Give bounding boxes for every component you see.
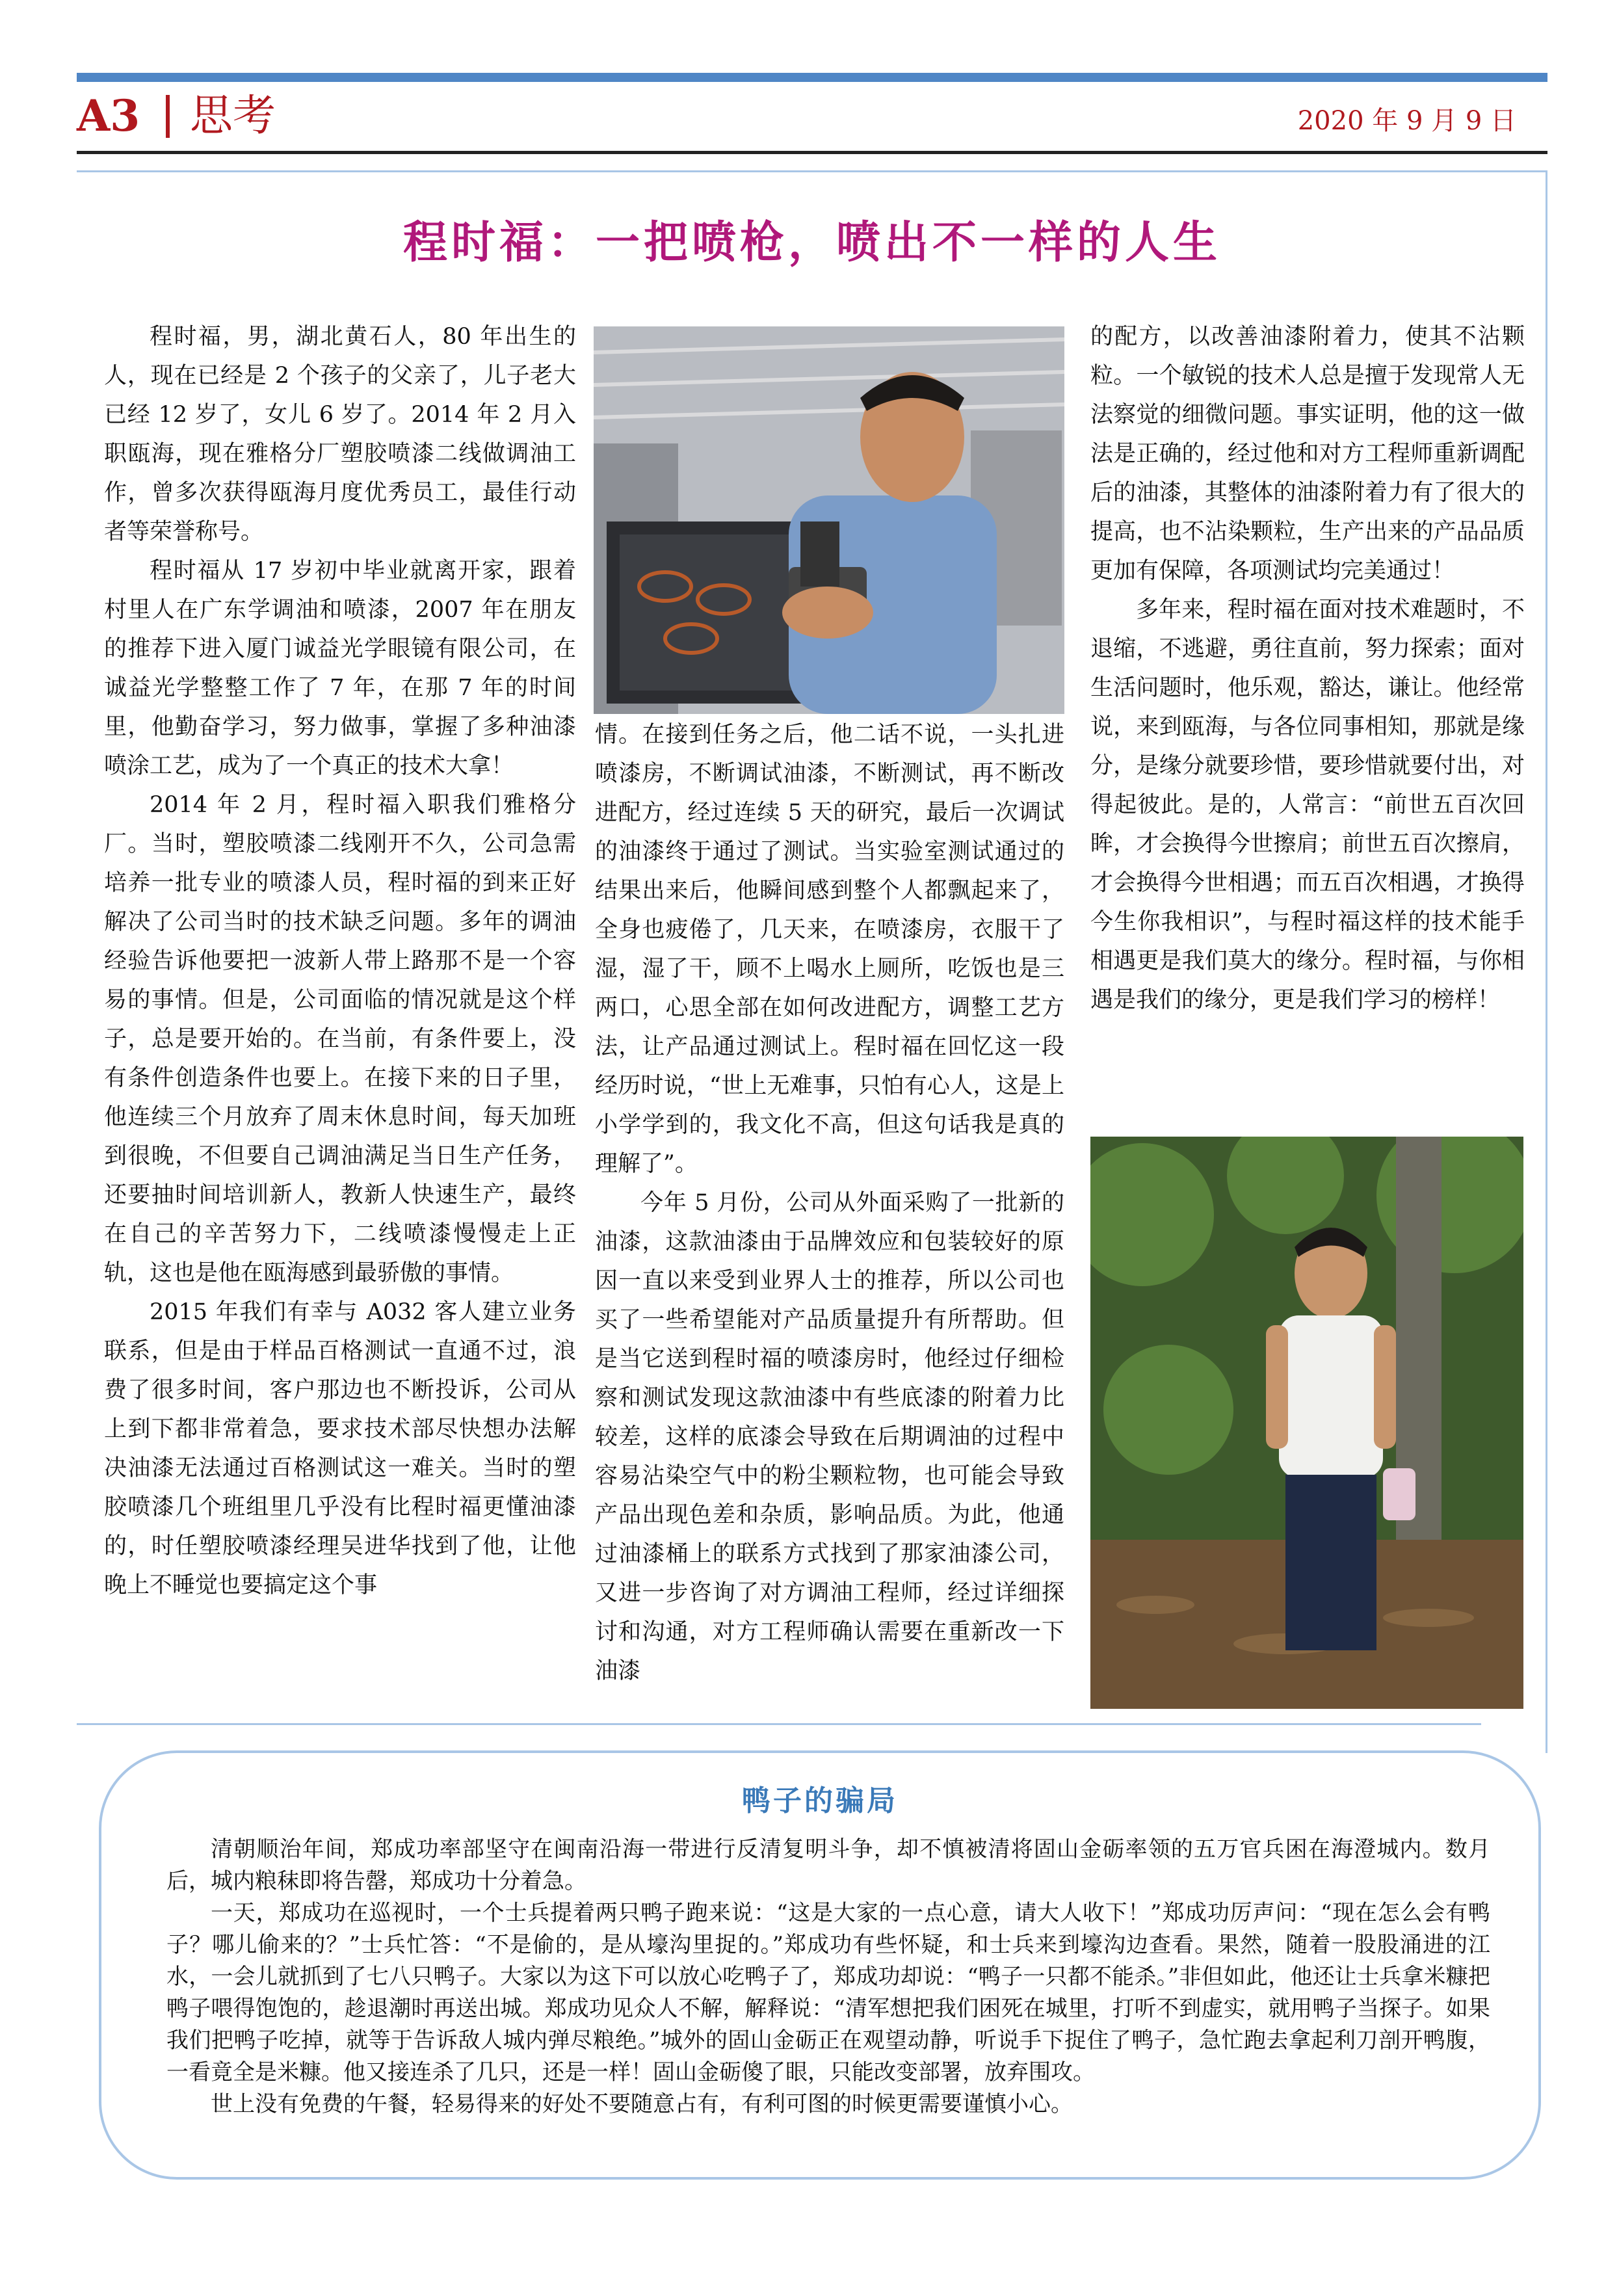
paragraph: 一天，郑成功在巡视时，一个士兵提着两只鸭子跑来说：“这是大家的一点心意，请大人收下！”郑成功厉声问：“现在怎么会有鸭子？哪儿偷来的？”士兵忙答：“不是偷的，是从壕沟里捉的。”郑成功有些怀疑，和士兵来到壕沟边查看。果然，随着一股股涌进的江水，一会儿就抓到了七八只鸭子。大家以为这下可以放心吃鸭子了，郑成功却说：“鸭子一只都不能杀。”非但如此，他还让士兵拿米糠把鸭子喂得饱饱的，趁退潮时再送出城。郑成功见众人不解，解释说：“清军想把我们困死在城里，打听不到虚实，就用鸭子当探子。如果我们把鸭子吃掉，就等于告诉敌人城内弹尽粮绝。”城外的固山金砺正在观望动静，听说手下捉住了鸭子，急忙跑去拿起利刀剖开鸭腹，一看竟全是米糠。他又接连杀了几只，还是一样！固山金砺傻了眼，只能改变部署，放弃围攻。 xyxy=(166,1900,1490,2085)
photo-portrait-forest xyxy=(1090,1137,1523,1709)
paragraph: 2014 年 2 月，程时福入职我们雅格分厂。当时，塑胶喷漆二线刚开不久，公司急需培养一批专业的喷漆人员，程时福的到来正好解决了公司当时的技术缺乏问题。多年的调油经验告诉他要把一波新人带上路那不是一个容易的事情。但是，公司面临的情况就是这个样子，总是要开始的。在当前，有条件要上，没有条件创造条件也要上。在接下来的日子里，他连续三个月放弃了周末休息时间，每天加班到很晚，不但要自己调油满足当日生产任务，还要抽时间培训新人，教新人快速生产，最终在自己的辛苦努力下，二线喷漆慢慢走上正轨，这也是他在瓯海感到最骄傲的事情。 xyxy=(104,792,576,1286)
paragraph: 2015 年我们有幸与 A032 客人建立业务联系，但是由于样品百格测试一直通不过，浪费了很多时间，客户那边也不断投诉，公司从上到下都非常着急，要求技术部尽快想办法解决油漆无法通过百格测试这一难关。当时的塑胶喷漆几个班组里几乎没有比程时福更懂油漆的，时任塑胶喷漆经理吴进华找到了他，让他晚上不睡觉也要搞定这个事 xyxy=(104,1299,576,1598)
article-column-2 xyxy=(595,715,1064,1730)
paragraph: 世上没有免费的午餐，轻易得来的好处不要随意占有，有利可图的时候更需要谨慎小心。 xyxy=(211,2091,1073,2117)
masthead-separator xyxy=(166,95,170,138)
story-title: 鸭子的骗局 xyxy=(742,1784,898,1817)
paragraph: 今年 5 月份，公司从外面采购了一批新的油漆，这款油漆由于品牌效应和包装较好的原因一直以来受到业界人士的推荐，所以公司也买了一些希望能对产品质量提升有所帮助。但是当它送到程时福的喷漆房时，他经过仔细检察和测试发现这款油漆中有些底漆的附着力比较差，这样的底漆会导致在后期调油的过程中容易沾染空气中的粉尘颗粒物，也可能会导致产品出现色差和杂质，影响品质。为此，他通过油漆桶上的联系方式找到了那家油漆公司，又进一步咨询了对方调油工程师，经过详细探讨和沟通，对方工程师确认需要在重新改一下油漆 xyxy=(595,1190,1064,1684)
photo-illustration xyxy=(594,326,1064,714)
paragraph: 的配方，以改善油漆附着力，使其不沾颗粒。一个敏锐的技术人总是擅于发现常人无法察觉的细微问题。事实证明，他的这一做法是正确的，经过他和对方工程师重新调配后的油漆，其整体的油漆附着力有了很大的提高，也不沾染颗粒，生产出来的产品品质更加有保障，各项测试均完美通过！ xyxy=(1090,324,1525,584)
article-frame-bottom xyxy=(77,1723,1481,1725)
top-color-bar xyxy=(77,73,1547,82)
paragraph: 程时福从 17 岁初中毕业就离开家，跟着村里人在广东学调油和喷漆，2007 年在朋友的推荐下进入厦门诚益光学眼镜有限公司，在诚益光学整整工作了 7 年，在那 7 年的时间里，他勤奋学习，努力做事，掌握了多种油漆喷涂工艺，成为了一个真正的技术大拿！ xyxy=(104,558,576,779)
story-body xyxy=(166,1834,1490,2120)
paragraph: 清朝顺治年间，郑成功率部坚守在闽南沿海一带进行反清复明斗争，却不慎被清将固山金砺率领的五万官兵困在海澄城内。数月后，城内粮秣即将告罄，郑成功十分着急。 xyxy=(166,1836,1490,1894)
paragraph: 程时福，男，湖北黄石人，80 年出生的人，现在已经是 2 个孩子的父亲了，儿子老大已经 12 岁了，女儿 6 岁了。2014 年 2 月入职瓯海，现在雅格分厂塑胶喷漆二线做调油工作，曾多次获得瓯海月度优秀员工，最佳行动者等荣誉称号。 xyxy=(104,324,576,545)
paragraph: 情。在接到任务之后，他二话不说，一头扎进喷漆房，不断调试油漆，不断测试，再不断改进配方，经过连续 5 天的研究，最后一次调试的油漆终于通过了测试。当实验室测试通过的结果出来后，他瞬间感到整个人都飘起来了，全身也疲倦了，几天来，在喷漆房，衣服干了湿，湿了干，顾不上喝水上厕所，吃饭也是三两口，心思全部在如何改进配方，调整工艺方法，让产品通过测试上。程时福在回忆这一段经历时说，“世上无难事，只怕有心人，这是上小学学到的，我文化不高，但这句话我是真的理解了”。 xyxy=(595,722,1064,1177)
photo-worker-spray-gun xyxy=(594,326,1064,714)
section-title: 思考 xyxy=(190,90,276,140)
issue-date: 2020 年 9 月 9 日 xyxy=(1297,106,1516,136)
page-number: A3 xyxy=(77,90,140,141)
article-column-3 xyxy=(1090,317,1525,1150)
header-rule xyxy=(77,151,1547,154)
article-title: 程时福：一把喷枪，喷出不一样的人生 xyxy=(402,217,1221,269)
paragraph: 多年来，程时福在面对技术难题时，不退缩，不逃避，勇往直前，努力探索；面对生活问题时，他乐观，豁达，谦让。他经常说，来到瓯海，与各位同事相知，那就是缘分，是缘分就要珍惜，要珍惜就要付出，对得起彼此。是的，人常言：“前世五百次回眸，才会换得今世擦肩；前世五百次擦肩，才会换得今世相遇；而五百次相遇，才换得今生你我相识”，与程时福这样的技术能手相遇更是我们莫大的缘分。程时福，与你相遇是我们的缘分，更是我们学习的榜样！ xyxy=(1090,597,1525,1013)
article-column-1 xyxy=(104,317,576,1735)
photo-illustration xyxy=(1090,1137,1523,1709)
